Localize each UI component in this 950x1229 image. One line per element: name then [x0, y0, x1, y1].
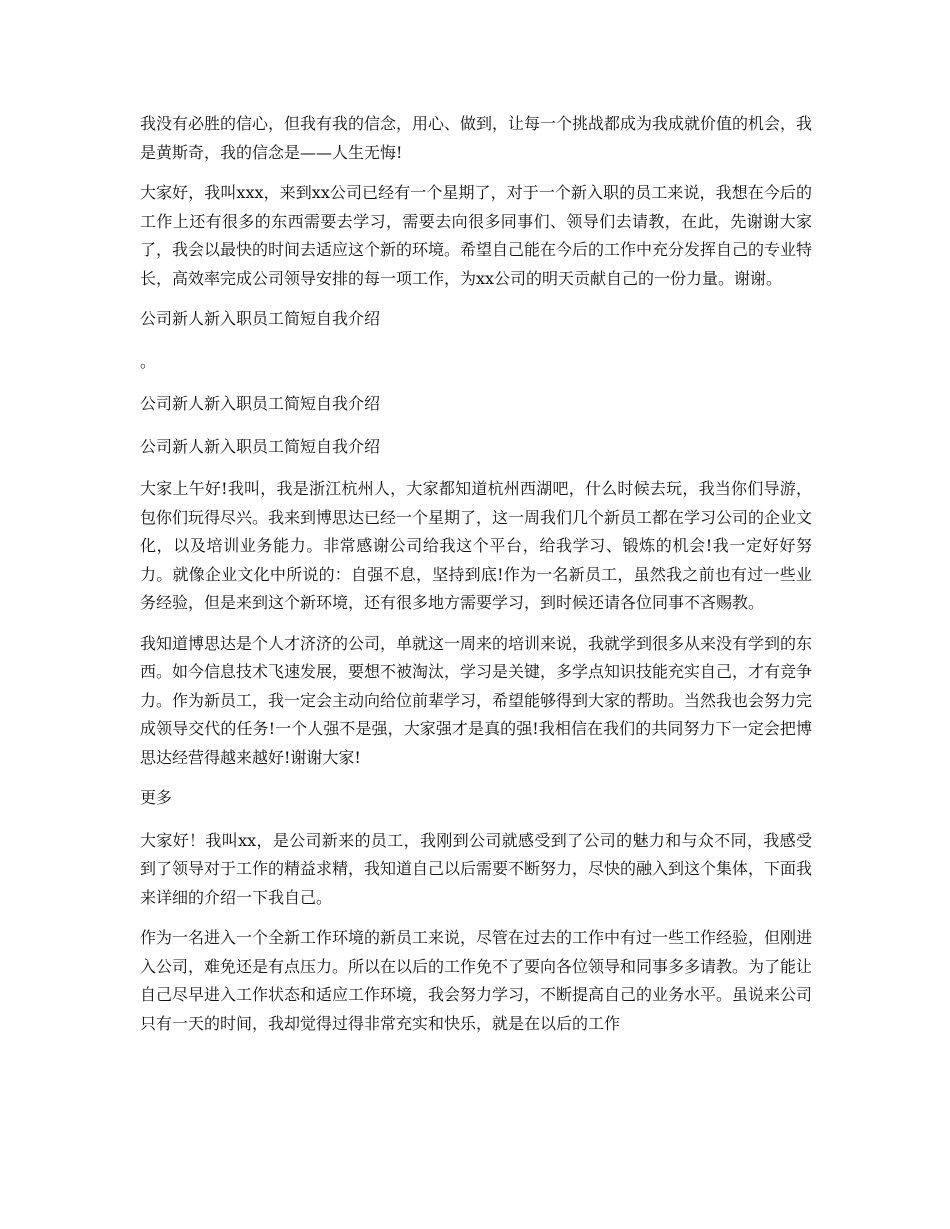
paragraph-period: 。 — [140, 351, 157, 371]
paragraph-work-environment: 作为一名进入一个全新工作环境的新员工来说，尽管在过去的工作中有过一些工作经验，但刚进入公司，难免还是有点压力。所以在以后的工作免不了要向各位领导和同事多多请教。为了能让自己尽早进入工作状态和适应工作环境，我会努力学习，不断提高自己的业务水平。虽说来公司只有一天的时间，我却觉得过得非常充实和快乐，就是在以后的工作 — [140, 928, 813, 1033]
section-title: 公司新人新入职员工简短自我介绍 — [140, 436, 381, 456]
paragraph-bosida: 我知道博思达是个人才济济的公司，单就这一周来的培训来说，我就学到很多从来没有学到的东西。如今信息技术飞速发展，要想不被淘汰，学习是关键，多学点知识技能充实自己，才有竞争力。作为新员工，我一定会主动向给位前辈学习，希望能够得到大家的帮助。当然我也会努力完成领导交代的任务!一个人强不是强，大家强才是真的强!我相信在我们的共同努力下一定会把博思达经营得越来越好!谢谢大家! — [140, 633, 813, 767]
section-title: 公司新人新入职员工简短自我介绍 — [140, 309, 381, 328]
more-label: 更多 — [140, 788, 173, 807]
paragraph-hangzhou: 大家上午好!我叫，我是浙江杭州人，大家都知道杭州西湖吧，什么时候去玩，我当你们导游，包你们玩得尽兴。我来到博思达已经一个星期了，这一周我们几个新员工都在学习公司的企业文化，以及培训业务能力。非常感谢公司给我这个平台，给我学习、锻炼的机会!我一定好好努力。就像企业文化中所说的：自强不息，坚持到底!作为一名新员工，虽然我之前也有过一些业务经验，但是来到这个新环境，还有很多地方需要学习，到时候还请各位同事不吝赐教。 — [140, 479, 813, 612]
paragraph-intro-xxx: 大家好，我叫xxx，来到xx公司已经有一个星期了，对于一个新入职的员工来说，我想在今后的工作上还有很多的东西需要去学习，需要去向很多同事们、领导们去请教，在此，先谢谢大家了，我会以最快的时间去适应这个新的环境。希望自己能在今后的工作中充分发挥自己的专业特长，高效率完成公司领导安排的每一项工作，为xx公司的明天贡献自己的一份力量。谢谢。 — [140, 183, 813, 288]
paragraph-new-employee: 大家好！我叫xx，是公司新来的员工，我刚到公司就感受到了公司的魅力和与众不同，我感受到了领导对于工作的精益求精，我知道自己以后需要不断努力，尽快的融入到这个集体，下面我来详细的介绍一下我自己。 — [140, 830, 813, 907]
section-title: 公司新人新入职员工简短自我介绍 — [140, 394, 381, 413]
paragraph-belief: 我没有必胜的信心，但我有我的信念，用心、做到，让每一个挑战都成为我成就价值的机会，我是黄斯奇，我的信念是——人生无悔! — [140, 114, 813, 162]
document-page — [140, 110, 812, 1050]
